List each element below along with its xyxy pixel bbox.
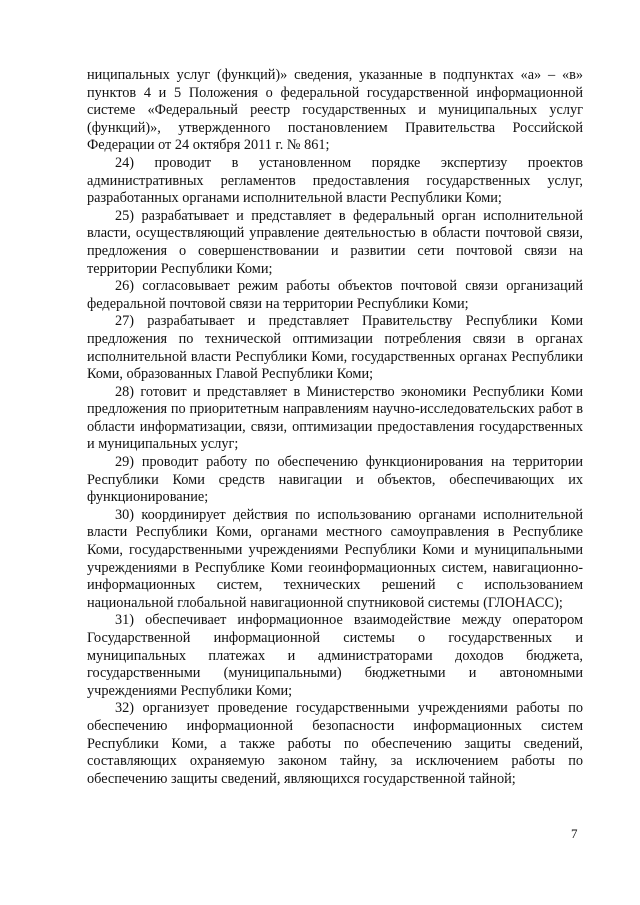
paragraph-item-26: 26) согласовывает режим работы объектов почтовой связи организаций федеральной почтовой связи на территории Республики Коми; xyxy=(87,278,583,312)
paragraph-item-24: 24) проводит в установленном порядке экспертизу проектов административных регламентов предоставления государственных услуг, разработанных органами исполнительной власти Республики Коми; xyxy=(87,154,583,207)
paragraph-item-30: 30) координирует действия по использованию органами исполнительной власти Республики Коми, органами местного самоуправления в Республике Коми, государственными учреждениями Республики Коми и муниципальными учреждениями в Республике Коми геоинформационных систем, навигационно-информационных систем, технических решений с использованием национальной глобальной навигационной спутниковой системы (ГЛОНАСС); xyxy=(87,506,583,611)
paragraph-item-27: 27) разрабатывает и представляет Правительству Республики Коми предложения по технической оптимизации потребления связи в органах исполнительной власти Республики Коми, государственных органах Республики Коми, образованных Главой Республики Коми; xyxy=(87,313,583,383)
paragraph-item-28: 28) готовит и представляет в Министерство экономики Республики Коми предложения по приоритетным направлениям научно-исследовательских работ в области информатизации, связи, оптимизации предоставления государственных и муниципальных услуг; xyxy=(87,383,583,453)
paragraph-item-29: 29) проводит работу по обеспечению функционирования на территории Республики Коми средств навигации и объектов, обеспечивающих их функционирование; xyxy=(87,454,583,506)
paragraph-item-25: 25) разрабатывает и представляет в федеральный орган исполнительной власти, осуществляющий управление деятельностью в области почтовой связи, предложения о совершенствовании и развитии сети почтовой связи на территории Республики Коми; xyxy=(87,207,583,277)
paragraph-continuation: ниципальных услуг (функций)» сведения, указанные в подпунктах «а» – «в» пунктов 4 и 5 Положения о федеральной государственной информационной системе «Федеральный реестр государственных и муниципальных услуг (функций)», утвержденного постановлением Правительства Российской Федерации от 24 октября 2011 г. № 861; xyxy=(87,67,583,154)
page-number: 7 xyxy=(571,826,578,841)
document-body xyxy=(87,67,583,788)
paragraph-item-31: 31) обеспечивает информационное взаимодействие между оператором Государственной информационной системы о государственных и муниципальных платежах и администраторами доходов бюджета, государственными (муниципальными) бюджетными и автономными учреждениями Республики Коми; xyxy=(87,612,583,699)
paragraph-item-32: 32) организует проведение государственными учреждениями работы по обеспечению информационной безопасности информационных систем Республики Коми, а также работы по обеспечению защиты сведений, составляющих охраняемую законом тайну, за исключением работы по обеспечению защиты сведений, являющихся государственной тайной; xyxy=(87,700,583,787)
